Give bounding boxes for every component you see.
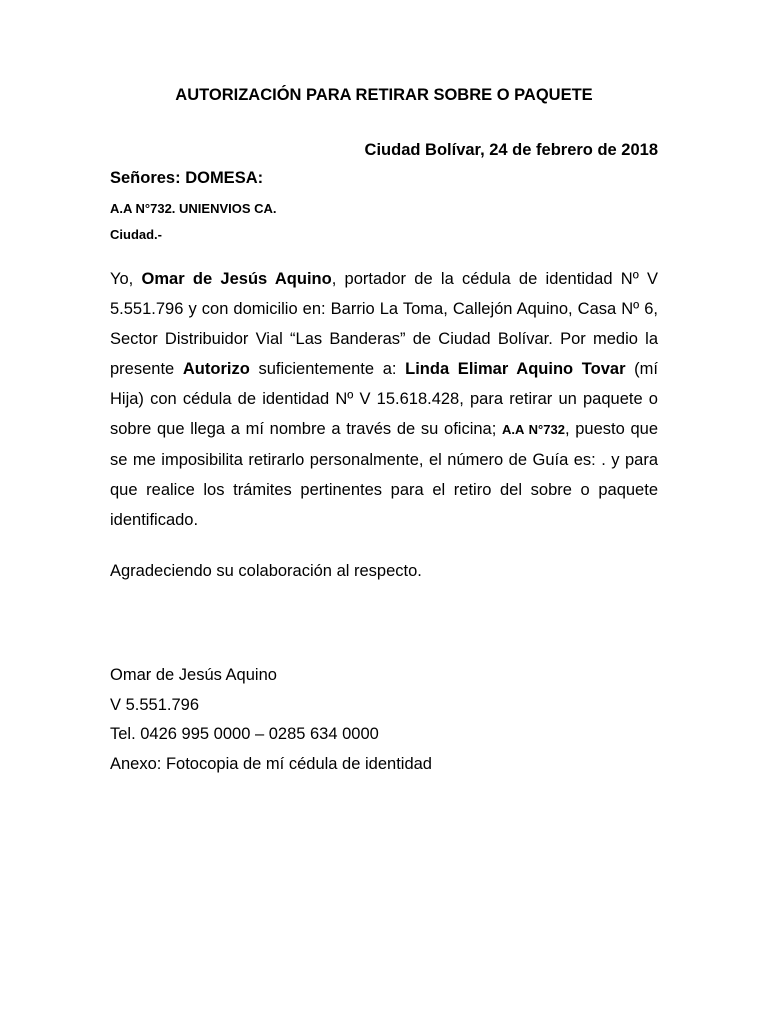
date-line: Ciudad Bolívar, 24 de febrero de 2018 bbox=[364, 141, 658, 159]
agency-reference: A.A N°732 bbox=[502, 422, 565, 437]
agency-line: A.A N°732. UNIENVIOS CA. bbox=[110, 201, 277, 216]
letter-body bbox=[110, 264, 658, 535]
body-part-1: Yo, bbox=[110, 270, 142, 288]
signature-phone: Tel. 0426 995 0000 – 0285 634 0000 bbox=[110, 725, 379, 743]
city-line: Ciudad.- bbox=[110, 227, 162, 242]
signature-annex: Anexo: Fotocopia de mí cédula de identidad bbox=[110, 755, 432, 773]
body-part-5: , puesto que se me imposibilita retirarlo personalmente, el número de Guía es: . y para que realice los trámites pertinentes para el retiro del sobre o paquete identificado. bbox=[110, 420, 658, 529]
body-part-3: suficientemente a: bbox=[249, 360, 406, 378]
body-part-4: (mí Hija) con cédula de identidad Nº V 15.618.428, para retirar un paquete o sobre que llega a mí nombre a través de su oficina; bbox=[110, 360, 659, 438]
signature-id: V 5.551.796 bbox=[110, 696, 199, 714]
author-name: Omar de Jesús Aquino bbox=[141, 270, 332, 288]
thanks-line: Agradeciendo su colaboración al respecto. bbox=[110, 562, 422, 580]
autorizo-word: Autorizo bbox=[182, 360, 250, 378]
recipient-line: Señores: DOMESA: bbox=[110, 169, 264, 187]
body-part-2: , portador de la cédula de identidad Nº V 5.551.796 y con domicilio en: Barrio La Toma, Callejón Aquino, Casa Nº 6, Sector Distribuidor Vial “Las Banderas” de Ciudad Bolívar. Por medio la presente bbox=[110, 270, 658, 378]
signature-name: Omar de Jesús Aquino bbox=[110, 666, 277, 684]
document-title: AUTORIZACIÓN PARA RETIRAR SOBRE O PAQUETE bbox=[175, 86, 593, 104]
authorized-person: Linda Elimar Aquino Tovar bbox=[405, 360, 626, 378]
